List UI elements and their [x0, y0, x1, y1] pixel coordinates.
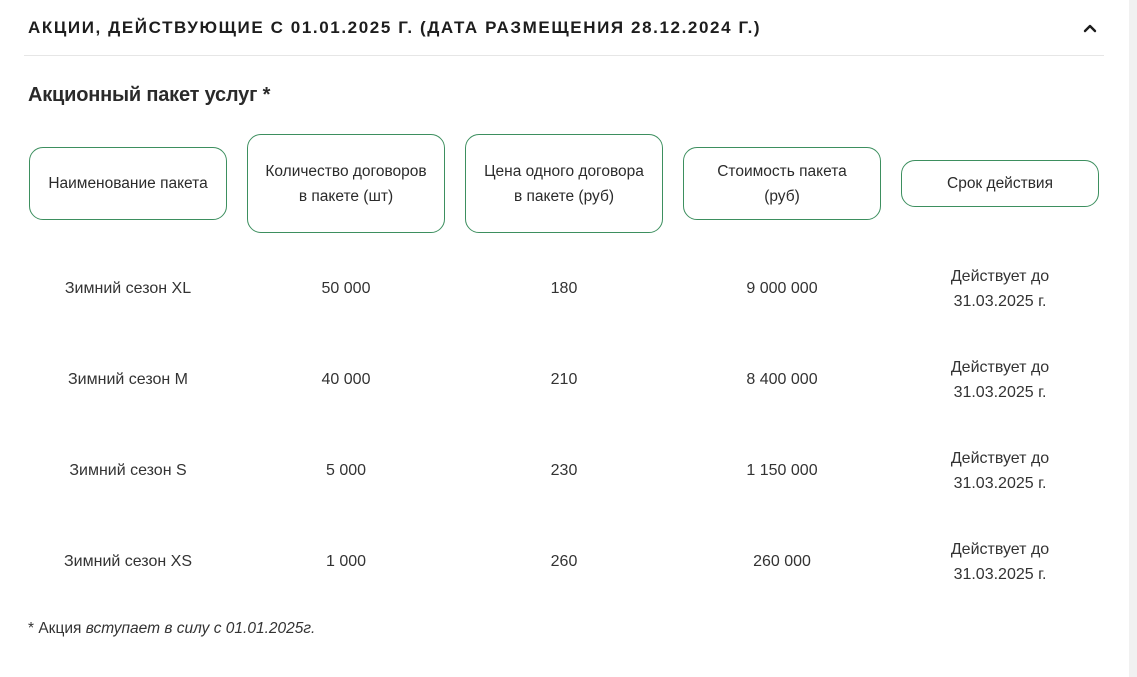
- column-header-price: [465, 134, 663, 233]
- column-header-name: [29, 147, 227, 220]
- cell-package-name: Зимний сезон XL: [64, 280, 192, 297]
- cell-contract-count: 1 000: [325, 553, 367, 570]
- column-header-total: [683, 147, 881, 220]
- table-header: [29, 134, 1099, 234]
- cell-contract-price: 210: [550, 371, 578, 388]
- cell-package-name: Зимний сезон XS: [64, 553, 192, 570]
- footnote: [28, 620, 315, 638]
- cell-contract-price: 180: [550, 280, 578, 297]
- cell-validity-period: Действует до 31.03.2025 г.: [950, 358, 1050, 401]
- footnote-text: вступает в силу с 01.01.2025г.: [85, 620, 316, 637]
- cell-package-total: 1 150 000: [746, 462, 818, 479]
- accordion-header[interactable]: [24, 0, 1104, 56]
- accordion-title: АКЦИИ, ДЕЙСТВУЮЩИЕ С 01.01.2025 Г. (ДАТА РАЗМЕЩЕНИЯ 28.12.2024 Г.): [28, 17, 762, 37]
- table-body: [29, 243, 1099, 607]
- table-row: [29, 243, 1099, 334]
- cell-contract-count: 40 000: [321, 371, 371, 388]
- cell-contract-price: 260: [550, 553, 578, 570]
- section-title: Акционный пакет услуг *: [28, 84, 271, 106]
- cell-package-name: Зимний сезон M: [68, 371, 188, 388]
- cell-contract-count: 50 000: [321, 280, 371, 297]
- column-header-period: [901, 160, 1099, 207]
- cell-validity-period: Действует до 31.03.2025 г.: [950, 540, 1050, 583]
- cell-validity-period: Действует до 31.03.2025 г.: [950, 267, 1050, 310]
- table-row: [29, 516, 1099, 607]
- column-header-label: Стоимость пакета (руб): [717, 162, 847, 205]
- cell-package-total: 8 400 000: [746, 371, 818, 388]
- table-row: [29, 334, 1099, 425]
- cell-package-total: 260 000: [753, 553, 811, 570]
- column-header-label: Срок действия: [947, 175, 1053, 192]
- scrollbar-track[interactable]: [1129, 0, 1137, 677]
- cell-package-total: 9 000 000: [746, 280, 818, 297]
- cell-package-name: Зимний сезон S: [69, 462, 187, 479]
- column-header-label: Наименование пакета: [48, 175, 208, 192]
- cell-validity-period: Действует до 31.03.2025 г.: [950, 449, 1050, 492]
- table-row: [29, 425, 1099, 516]
- cell-contract-price: 230: [550, 462, 578, 479]
- chevron-up-icon[interactable]: [1080, 18, 1100, 38]
- cell-contract-count: 5 000: [325, 462, 367, 479]
- column-header-count: [247, 134, 445, 233]
- footnote-prefix: * Акция: [28, 620, 86, 637]
- column-header-label: Количество договоров в пакете (шт): [265, 162, 427, 205]
- column-header-label: Цена одного договора в пакете (руб): [484, 162, 644, 205]
